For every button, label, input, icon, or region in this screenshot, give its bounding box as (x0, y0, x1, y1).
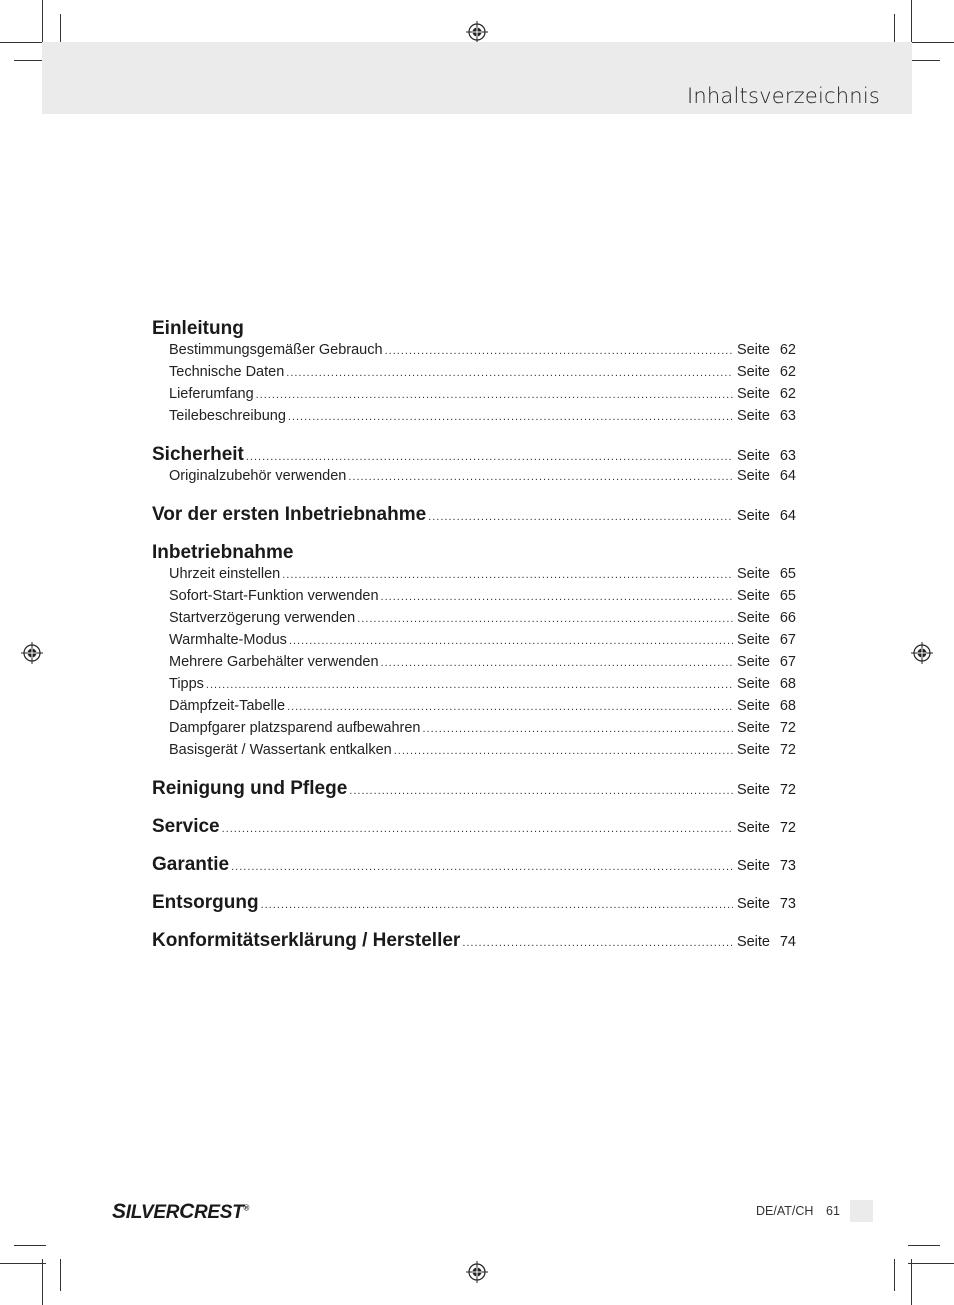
seite-label: Seite (736, 632, 770, 648)
seite-label: Seite (736, 508, 770, 524)
toc-section (152, 778, 796, 802)
section-title: Einleitung (152, 318, 244, 339)
toc-entry[interactable] (152, 720, 796, 742)
toc-section (152, 854, 796, 878)
seite-label: Seite (736, 342, 770, 358)
toc-entry[interactable] (152, 408, 796, 430)
toc-entry[interactable] (152, 742, 796, 764)
seite-label: Seite (736, 676, 770, 692)
registration-mark-icon (21, 642, 43, 664)
dot-leader (231, 861, 733, 873)
toc-section (152, 318, 796, 430)
page-ref: 67 (779, 632, 796, 648)
page-ref: 62 (779, 342, 796, 358)
entry-label: Warmhalte-Modus (169, 632, 287, 648)
dot-leader (357, 613, 733, 625)
seite-label: Seite (736, 720, 770, 736)
crop-mark (0, 42, 46, 43)
toc-section (152, 542, 796, 764)
entry-label: Basisgerät / Wassertank entkalken (169, 742, 392, 758)
page-ref: 63 (779, 448, 796, 464)
crop-mark (0, 1263, 46, 1264)
dot-leader (282, 569, 733, 581)
entry-label: Sofort-Start-Funktion verwenden (169, 588, 379, 604)
page-title: Inhaltsverzeichnis (687, 84, 880, 108)
seite-label: Seite (736, 820, 770, 836)
toc-entry[interactable] (152, 566, 796, 588)
dot-leader (462, 937, 733, 949)
dot-leader (246, 451, 733, 463)
page-ref: 62 (779, 386, 796, 402)
language-code: DE/AT/CH (756, 1204, 814, 1218)
toc-section-heading[interactable] (152, 778, 796, 802)
entry-label: Startverzögerung verwenden (169, 610, 356, 626)
dot-leader (287, 701, 733, 713)
entry-label: Tipps (169, 676, 204, 692)
section-title: Reinigung und Pflege (152, 778, 348, 799)
page-ref: 66 (779, 610, 796, 626)
page-ref: 67 (779, 654, 796, 670)
section-title: Konformitätserklärung / Hersteller (152, 930, 461, 951)
toc-entry[interactable] (152, 632, 796, 654)
dot-leader (422, 723, 732, 735)
seite-label: Seite (736, 610, 770, 626)
page-ref: 65 (779, 566, 796, 582)
page-ref: 72 (779, 742, 796, 758)
seite-label: Seite (736, 448, 770, 464)
entry-label: Teilebeschreibung (169, 408, 286, 424)
page-ref: 64 (779, 468, 796, 484)
entry-label: Bestimmungsgemäßer Gebrauch (169, 342, 383, 358)
entry-label: Lieferumfang (169, 386, 254, 402)
crop-mark (911, 0, 912, 46)
dot-leader (385, 345, 733, 357)
page-ref: 65 (779, 588, 796, 604)
section-title: Inbetriebnahme (152, 542, 294, 563)
dot-leader (348, 471, 733, 483)
crop-mark (908, 42, 954, 43)
crop-mark (42, 1259, 43, 1305)
seite-label: Seite (736, 934, 770, 950)
toc-section (152, 816, 796, 840)
page-ref: 68 (779, 676, 796, 692)
toc-section-heading[interactable] (152, 854, 796, 878)
registration-mark-icon (466, 1261, 488, 1283)
page-ref: 72 (779, 720, 796, 736)
dot-leader (428, 511, 733, 523)
section-title: Service (152, 816, 220, 837)
page-ref: 73 (779, 896, 796, 912)
crop-mark (908, 1263, 954, 1264)
seite-label: Seite (736, 858, 770, 874)
toc-entry[interactable] (152, 698, 796, 720)
page-ref: 72 (779, 820, 796, 836)
entry-label: Technische Daten (169, 364, 285, 380)
section-title: Entsorgung (152, 892, 259, 913)
registration-mark-icon (911, 642, 933, 664)
page-ref: 72 (779, 782, 796, 798)
crop-mark (911, 1259, 912, 1305)
seite-label: Seite (736, 698, 770, 714)
dot-leader (381, 657, 733, 669)
entry-label: Originalzubehör verwenden (169, 468, 347, 484)
seite-label: Seite (736, 782, 770, 798)
page-ref: 63 (779, 408, 796, 424)
toc-section-heading[interactable] (152, 816, 796, 840)
dot-leader (288, 411, 733, 423)
dot-leader (222, 823, 733, 835)
page-number: 61 (826, 1204, 840, 1218)
toc-entry[interactable] (152, 610, 796, 632)
seite-label: Seite (736, 408, 770, 424)
page-ref: 64 (779, 508, 796, 524)
entry-label: Dampfgarer platzsparend aufbewahren (169, 720, 421, 736)
toc-section-heading[interactable] (152, 542, 796, 566)
toc-entry[interactable] (152, 588, 796, 610)
dot-leader (261, 899, 733, 911)
seite-label: Seite (736, 566, 770, 582)
seite-label: Seite (736, 386, 770, 402)
entry-label: Dämpfzeit-Tabelle (169, 698, 286, 714)
toc-section (152, 930, 796, 954)
page-tab (850, 1200, 873, 1222)
page-ref: 68 (779, 698, 796, 714)
toc-entry[interactable] (152, 676, 796, 698)
section-title: Garantie (152, 854, 230, 875)
toc-entry[interactable] (152, 386, 796, 408)
crop-mark (908, 1245, 940, 1246)
toc-section-heading[interactable] (152, 318, 796, 342)
crop-mark (894, 1259, 895, 1291)
brand-logo: SILVERCREST® (112, 1200, 250, 1223)
toc-section-heading[interactable] (152, 892, 796, 916)
dot-leader (381, 591, 733, 603)
toc-section (152, 892, 796, 916)
section-title: Vor der ersten Inbetriebnahme (152, 504, 427, 525)
seite-label: Seite (736, 654, 770, 670)
toc-entry[interactable] (152, 654, 796, 676)
dot-leader (289, 635, 733, 647)
crop-mark (908, 60, 940, 61)
table-of-contents (152, 318, 796, 968)
page-ref: 73 (779, 858, 796, 874)
seite-label: Seite (736, 468, 770, 484)
toc-entry[interactable] (152, 342, 796, 364)
seite-label: Seite (736, 742, 770, 758)
entry-label: Mehrere Garbehälter verwenden (169, 654, 379, 670)
seite-label: Seite (736, 896, 770, 912)
entry-label: Uhrzeit einstellen (169, 566, 281, 582)
toc-section-heading[interactable] (152, 504, 796, 528)
dot-leader (394, 745, 733, 757)
toc-section (152, 504, 796, 528)
dot-leader (256, 389, 733, 401)
section-title: Sicherheit (152, 444, 244, 465)
crop-mark (60, 1259, 61, 1291)
dot-leader (349, 785, 733, 797)
crop-mark (42, 0, 43, 46)
dot-leader (286, 367, 733, 379)
crop-mark (14, 1245, 46, 1246)
dot-leader (206, 679, 733, 691)
seite-label: Seite (736, 364, 770, 380)
registration-mark-icon (466, 21, 488, 43)
toc-section-heading[interactable] (152, 930, 796, 954)
toc-entry[interactable] (152, 468, 796, 490)
seite-label: Seite (736, 588, 770, 604)
page-ref: 74 (779, 934, 796, 950)
page-ref: 62 (779, 364, 796, 380)
toc-entry[interactable] (152, 364, 796, 386)
toc-section-heading[interactable] (152, 444, 796, 468)
toc-section (152, 444, 796, 490)
